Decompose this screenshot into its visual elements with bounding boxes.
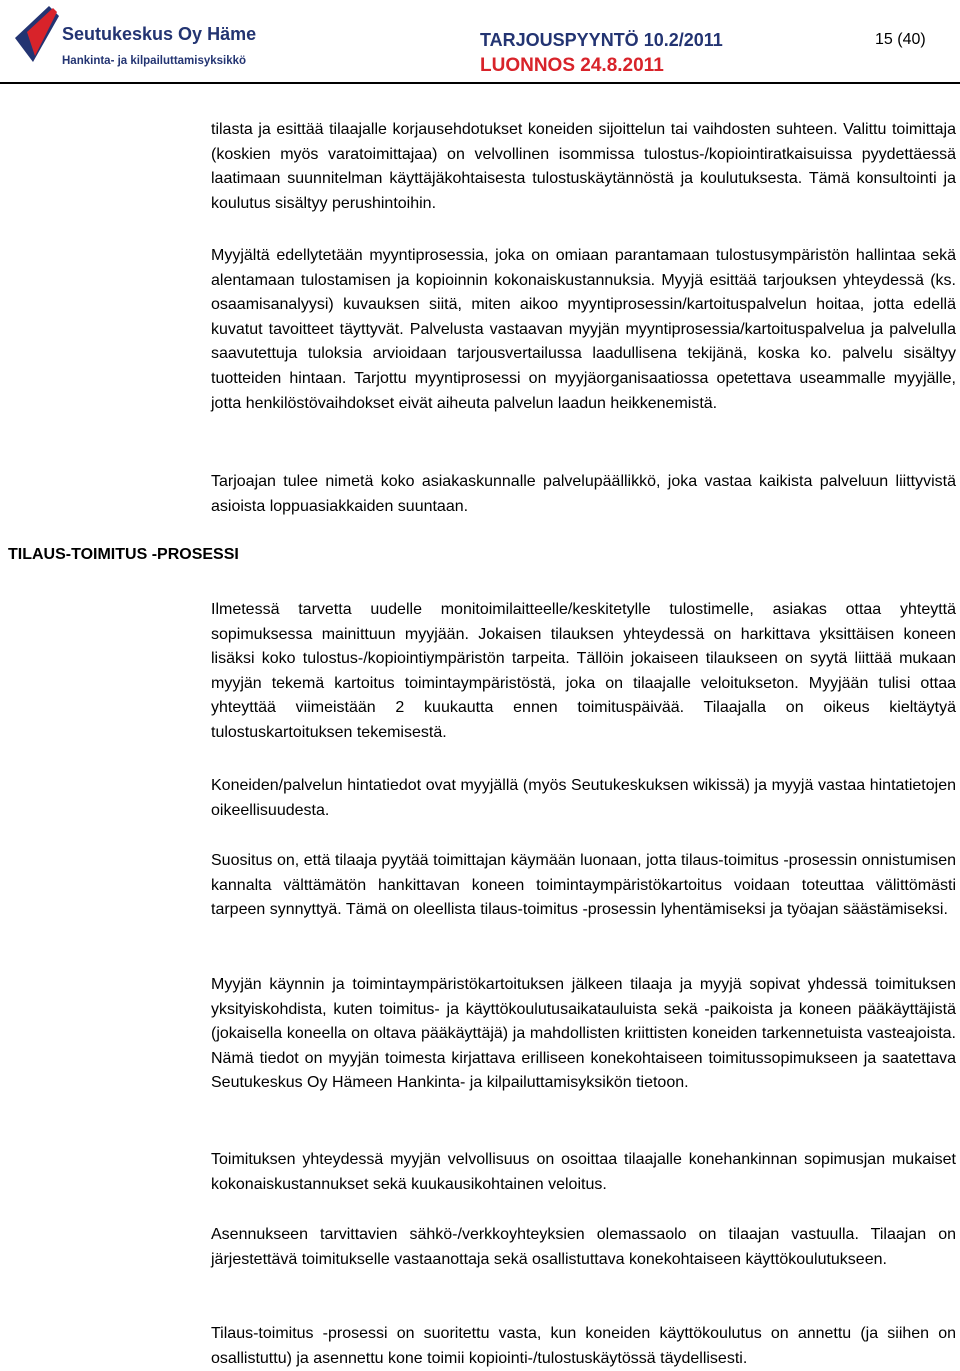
paragraph: tilasta ja esittää tilaajalle korjausehdotukset koneiden sijoittelun tai vaihdosten suhteen. Valittu toimittaja (koskien myös varatoimittajaa) on velvollinen isommissa tulostus-/kopiointiratkaisuissa pyydettäessä laatimaan suunnitelman käyttäjäkohtaisesta tulostuskäytännöstä ja koulutuksesta. Tämä konsultointi ja koulutus sisältyy perushintoihin. bbox=[211, 121, 956, 212]
paragraph: Myyjän käynnin ja toimintaympäristökartoituksen jälkeen tilaaja ja myyjä sopivat yhdessä toimituksen yksityiskohdista, kuten toimitus- ja käyttökoulutusaikatauluista sekä -paikoista ja koneen pääkäyttäjistä (jokaisella koneella on oltava pääkäyttäjä) ja mahdollisten kriittisten koneiden tarkennetuista vasteajoista. Nämä tiedot on myyjän toimesta kirjattava erilliseen konekohtaiseen toimitussopimukseen ja saatettava Seutukeskus Oy Hämeen Hankinta- ja kilpailuttamisyksikön tietoon. bbox=[211, 976, 956, 1092]
page-number: 15 (40) bbox=[875, 31, 926, 48]
paragraph: Myyjältä edellytetään myyntiprosessia, joka on omiaan parantamaan tulostusympäristön hallintaa sekä alentamaan tulostamisen ja kopioinnin kokonaiskustannuksia. Myyjä esittää tarjouksen yhteydessä (ks. osaamisanalyysi) kuvauksen siitä, miten aikoo myyntiprosessin/kartoituspalvelun hoitaa, jotta edellä kuvatut tavoitteet täyttyvät. Palvelusta vastaavan myyjän myyntiprosessia/kartoituspalvelua ja palvelulla saavutettuja tuloksia arvioidaan tarjousvertailussa laadullisena tekijänä, koska ko. palvelu sisältyy tuotteiden hintaan. Tarjottu myyntiprosessi on myyjäorganisaatiossa opetettava useammalle myyjälle, jotta henkilöstövaihdokset eivät aiheuta palvelun laadun heikkenemistä. bbox=[211, 247, 956, 412]
header-divider bbox=[0, 82, 960, 84]
paragraph: Ilmetessä tarvetta uudelle monitoimilaitteelle/keskitetylle tulostimelle, asiakas ottaa yhteyttä sopimuksessa mainittuun myyjään. Jokaisen tilauksen yhteydessä on harkittava yksittäisen koneen lisäksi koko tulostus-/kopiointiympäristön tarpeita. Tällöin jokaiseen tilaukseen on syytä liittää mukaan myyjän tekemä kartoitus toimintaympäristöstä, joka on tilaajalle veloitukseton. Myyjään tulisi ottaa yhteyttää viimeistään 2 kuukautta ennen toimituspäivää. Tilaajalla on oikeus kieltäytyä tulostuskartoituksen tekemisestä. bbox=[211, 601, 956, 741]
document-title: TARJOUSPYYNTÖ 10.2/2011 bbox=[480, 30, 723, 50]
seutukeskus-logo-icon bbox=[13, 2, 61, 62]
org-unit: Hankinta- ja kilpailuttamisyksikkö bbox=[62, 55, 247, 67]
paragraph: Suositus on, että tilaaja pyytää toimittajan käymään luonaan, jotta tilaus-toimitus -prosessin onnistumisen kannalta välttämätön hankittavan koneen toimintaympäristökartoitus voidaan toteuttaa välittömästi tarpeen synnyttyä. Tämä on oleellista tilaus-toimitus -prosessin lyhentämiseksi ja työajan säästämiseksi. bbox=[211, 852, 956, 919]
draft-label: LUONNOS 24.8.2011 bbox=[480, 55, 664, 76]
paragraph: Tarjoajan tulee nimetä koko asiakaskunnalle palvelupäällikkö, joka vastaa kaikista palveluun liittyvistä asioista loppuasiakkaiden suuntaan. bbox=[211, 473, 956, 515]
section-heading: TILAUS-TOIMITUS -PROSESSI bbox=[8, 546, 239, 563]
org-name: Seutukeskus Oy Häme bbox=[62, 24, 257, 44]
paragraph: Tilaus-toimitus -prosessi on suoritettu vasta, kun koneiden käyttökoulutus on annettu (ja siihen on osallistuttu) ja asennettu kone toimii kopiointi-/tulostuskäytössä täydellisesti. bbox=[211, 1325, 956, 1367]
paragraph: Koneiden/palvelun hintatiedot ovat myyjällä (myös Seutukeskuksen wikissä) ja myyjä vastaa hintatietojen oikeellisuudesta. bbox=[211, 777, 956, 819]
paragraph: Asennukseen tarvittavien sähkö-/verkkoyhteyksien olemassaolo on tilaajan vastuulla. Tilaajan on järjestettävä toimitukselle vastaanottaja sekä osallistuttava konekohtaiseen käyttökoulutukseen. bbox=[211, 1226, 956, 1268]
paragraph: Toimituksen yhteydessä myyjän velvollisuus on osoittaa tilaajalle konehankinnan sopimusjan mukaiset kokonaiskustannukset sekä kuukausikohtainen veloitus. bbox=[211, 1151, 956, 1193]
